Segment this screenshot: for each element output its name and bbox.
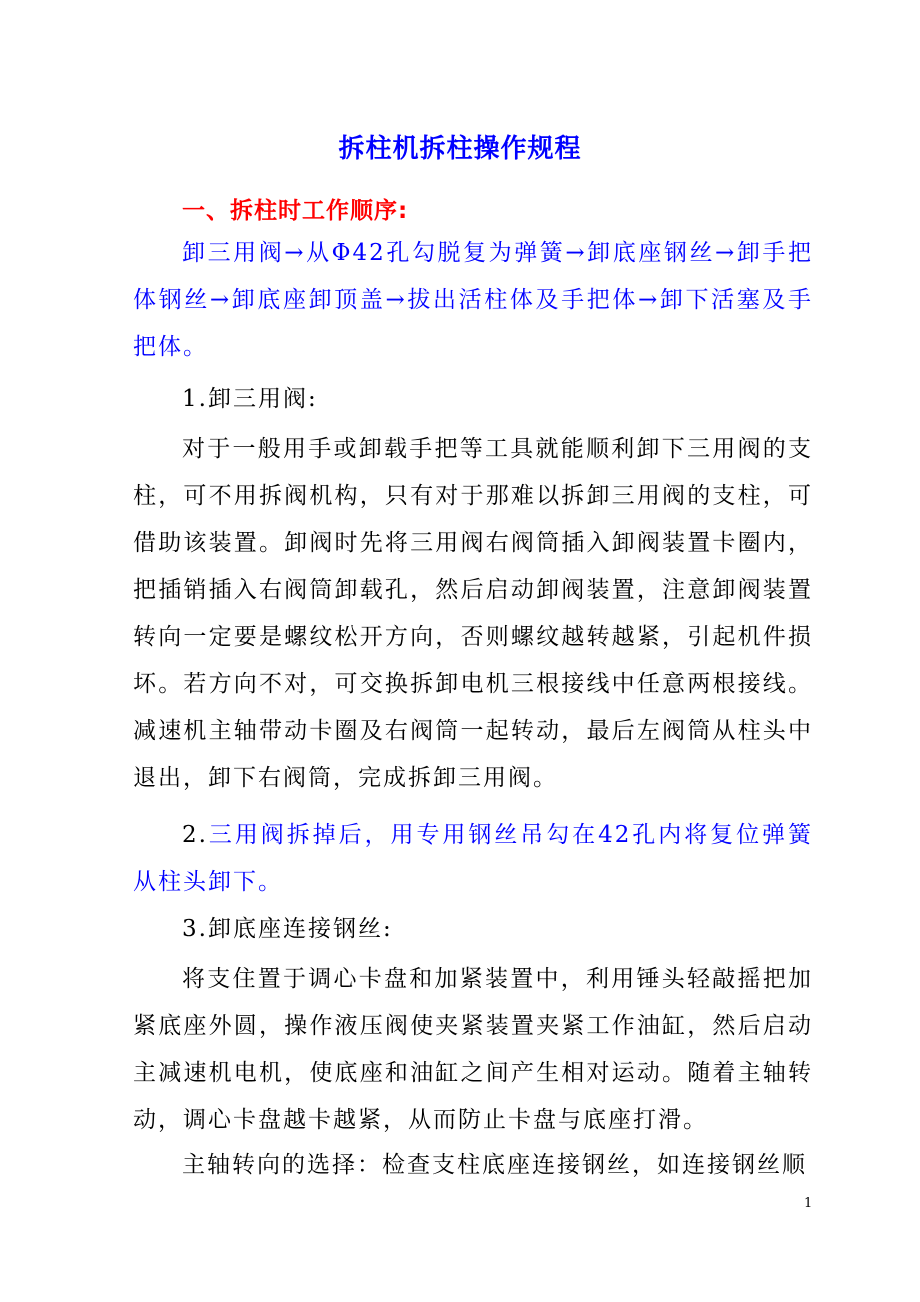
item3-paragraph: 将支住置于调心卡盘和加紧装置中，利用锤头轻敲摇把加紧底座外圆，操作液压阀使夹紧装置夹紧工作油缸，然后启动主减速机电机，使底座和油缸之间产生相对运动。随着主轴转动，调心卡盘越卡越紧，从而防止卡盘与底座打滑。: [133, 966, 813, 1133]
page-number: 1: [804, 1196, 813, 1211]
item2-paragraph: [133, 812, 813, 906]
item1-label: 1.卸三用阀:: [182, 386, 318, 412]
item2-number: 2.: [182, 822, 208, 848]
spindle-direction-paragraph: 主轴转向的选择：检查支柱底座连接钢丝，如连接钢丝顺: [182, 1152, 807, 1178]
section-heading: 一、拆柱时工作顺序:: [182, 198, 409, 224]
item2-text: 三用阀拆掉后，用专用钢丝吊勾在42孔内将复位弹簧从柱头卸下。: [133, 822, 813, 895]
item3-label: 3.卸底座连接钢丝:: [182, 916, 393, 942]
sequence-paragraph: 卸三用阀→从Φ42孔勾脱复为弹簧→卸底座钢丝→卸手把体钢丝→卸底座卸顶盖→拔出活柱体及手把体→卸下活塞及手把体。: [133, 240, 813, 360]
document-title: 拆柱机拆柱操作规程: [338, 134, 582, 164]
item1-paragraph: 对于一般用手或卸载手把等工具就能顺利卸下三用阀的支柱，可不用拆阀机构，只有对于那难以拆卸三用阀的支柱，可借助该装置。卸阀时先将三用阀右阀筒插入卸阀装置卡圈内，把插销插入右阀筒卸载孔，然后启动卸阀装置，注意卸阀装置转向一定要是螺纹松开方向，否则螺纹越转越紧，引起机件损坏。若方向不对，可交换拆卸电机三根接线中任意两根接线。减速机主轴带动卡圈及右阀筒一起转动，最后左阀筒从柱头中退出，卸下右阀筒，完成拆卸三用阀。: [133, 436, 813, 791]
